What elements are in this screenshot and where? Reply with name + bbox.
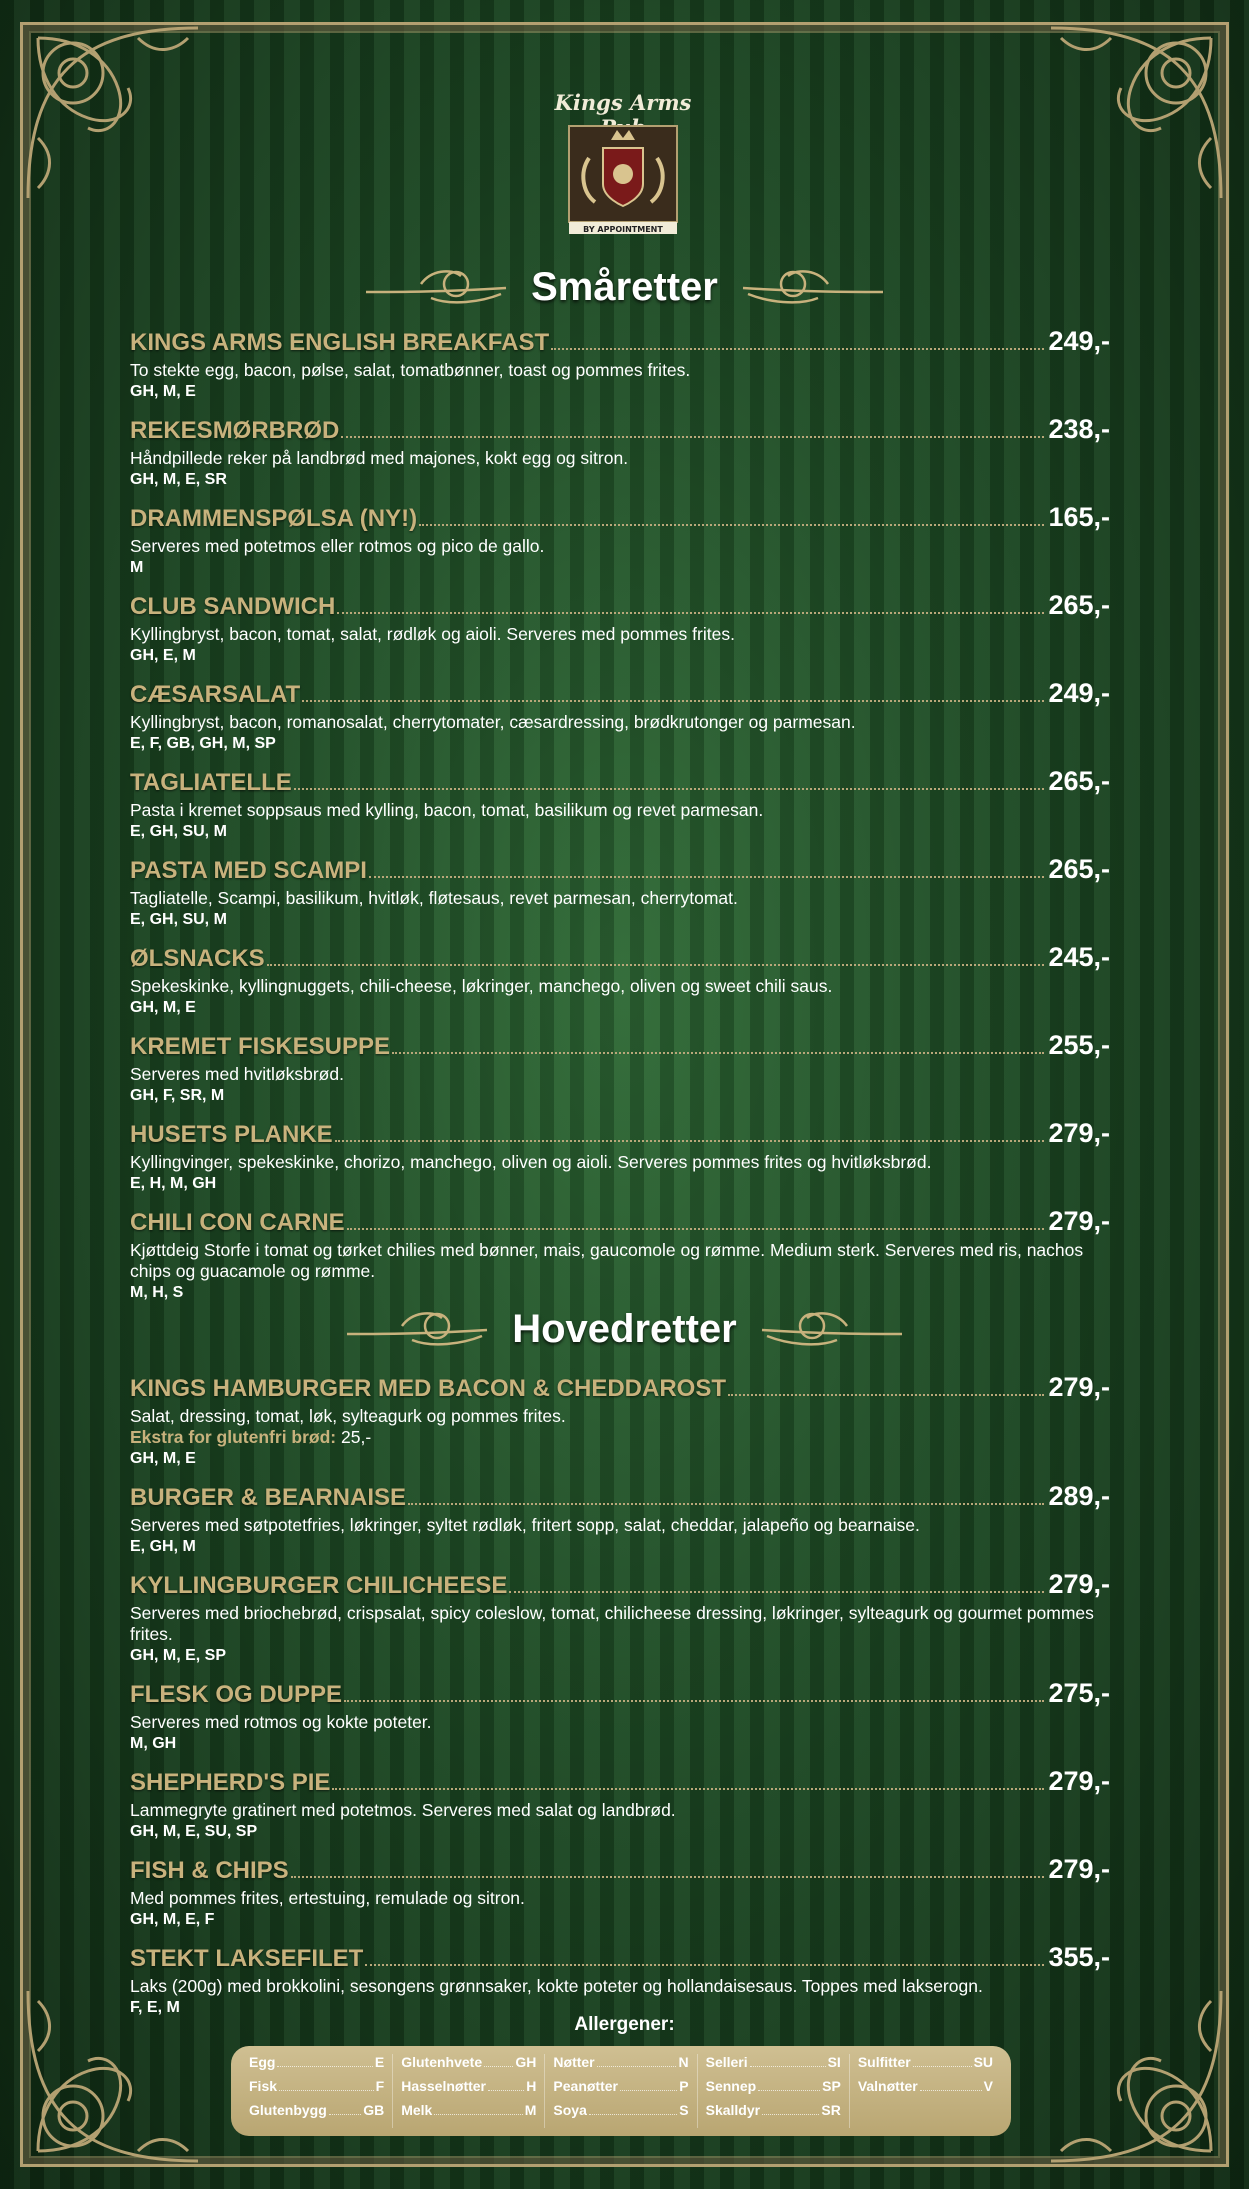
allergen-code: SI <box>827 2054 841 2070</box>
dish-name: STEKT LAKSEFILET <box>130 1945 364 1972</box>
dish-name: FISH & CHIPS <box>130 1857 289 1884</box>
allergen-row <box>553 2054 688 2078</box>
dish-allergens: M, GH <box>130 1735 177 1752</box>
allergen-row <box>706 2102 841 2126</box>
allergen-row <box>553 2102 688 2126</box>
dish-description: Serveres med søtpotetfries, løkringer, syltet rødløk, fritert sopp, salat, cheddar, jalapeño og bearnaise. <box>130 1515 920 1535</box>
allergen-legend <box>231 2046 1011 2136</box>
dish-description: Serveres med rotmos og kokte poteter. <box>130 1712 432 1732</box>
allergen-code: SR <box>821 2102 841 2118</box>
menu-item <box>130 1030 1110 1106</box>
allergen-row <box>706 2054 841 2078</box>
dot-leader <box>408 1503 1044 1505</box>
allergen-code: SU <box>973 2054 994 2070</box>
allergen-code: GB <box>363 2102 385 2118</box>
dot-leader <box>337 612 1044 614</box>
dot-leader <box>332 1788 1044 1790</box>
dish-description: Kyllingvinger, spekeskinke, chorizo, manchego, oliven og aioli. Serveres pommes frites og hvitløksbrød. <box>130 1152 932 1172</box>
flourish-left-icon <box>361 262 511 312</box>
dot-leader <box>728 1394 1044 1396</box>
menu-item-header <box>130 1481 1110 1515</box>
allergen-heading: Allergener: <box>574 2014 675 2035</box>
dish-price: 255,- <box>1048 1030 1110 1060</box>
allergen-code: E <box>374 2054 385 2070</box>
menu-section-smaretter <box>130 326 1110 1315</box>
menu-item <box>130 854 1110 930</box>
dish-description: Serveres med hvitløksbrød. <box>130 1064 344 1084</box>
dish-allergens: E, GH, SU, M <box>130 911 227 928</box>
dish-name: CÆSARSALAT <box>130 681 301 708</box>
dot-leader <box>419 524 1044 526</box>
dish-price: 279,- <box>1048 1118 1110 1148</box>
dot-leader <box>762 2114 819 2115</box>
menu-item-header <box>130 1854 1110 1888</box>
menu-item <box>130 1372 1110 1469</box>
dot-leader <box>488 2090 524 2091</box>
menu-item <box>130 1678 1110 1754</box>
flourish-left-icon <box>342 1304 492 1354</box>
menu-item <box>130 326 1110 402</box>
menu-item <box>130 1206 1110 1303</box>
allergen-code: M <box>524 2102 537 2118</box>
dot-leader <box>277 2066 372 2067</box>
dish-description: Salat, dressing, tomat, løk, sylteagurk og pommes frites. <box>130 1406 566 1426</box>
allergen-row <box>249 2054 384 2078</box>
dish-description: Pasta i kremet soppsaus med kylling, bacon, tomat, basilikum og revet parmesan. <box>130 800 764 820</box>
dish-price: 275,- <box>1048 1678 1110 1708</box>
dot-leader <box>920 2090 982 2091</box>
dot-leader <box>347 1228 1045 1230</box>
dot-leader <box>750 2066 826 2067</box>
dish-description: Spekeskinke, kyllingnuggets, chili-cheese, løkringer, manchego, oliven og sweet chili saus. <box>130 976 833 996</box>
allergen-column <box>393 2054 545 2128</box>
menu-item-header <box>130 1678 1110 1712</box>
extra-price: 25,- <box>336 1427 372 1447</box>
dish-allergens: GH, M, E, F <box>130 1911 215 1928</box>
allergen-code: H <box>526 2078 537 2094</box>
dish-name: DRAMMENSPØLSA (NY!) <box>130 505 418 532</box>
menu-item-header <box>130 1942 1110 1976</box>
allergen-row <box>553 2078 688 2102</box>
dish-price: 265,- <box>1048 854 1110 884</box>
section-heading: Hovedretter <box>512 1306 737 1351</box>
allergen-row <box>249 2078 384 2102</box>
flourish-right-icon <box>738 262 888 312</box>
dish-name: BURGER & BEARNAISE <box>130 1484 407 1511</box>
dish-description: Laks (200g) med brokkolini, sesongens grønnsaker, kokte poteter og hollandaisesaus. Toppes med lakserogn. <box>130 1976 983 1996</box>
menu-item <box>130 678 1110 754</box>
dish-description: Tagliatelle, Scampi, basilikum, hvitløk, fløtesaus, revet parmesan, cherrytomat. <box>130 888 738 908</box>
dish-allergens: M, H, S <box>130 1284 184 1301</box>
dish-name: PASTA MED SCAMPI <box>130 857 367 884</box>
dish-allergens: GH, E, M <box>130 647 196 664</box>
dot-leader <box>551 348 1044 350</box>
dish-description: Håndpillede reker på landbrød med majones, kokt egg og sitron. <box>130 448 629 468</box>
dot-leader <box>392 1052 1044 1054</box>
dot-leader <box>913 2066 972 2067</box>
dish-allergens: GH, M, E <box>130 1450 196 1467</box>
section-title-hovedretter <box>0 1304 1249 1354</box>
dish-allergens: F, E, M <box>130 1999 180 2016</box>
allergen-column <box>698 2054 850 2128</box>
dish-description: Kyllingbryst, bacon, tomat, salat, rødløk og aioli. Serveres med pommes frites. <box>130 624 735 644</box>
dot-leader <box>620 2090 677 2091</box>
dish-allergens: GH, F, SR, M <box>130 1087 225 1104</box>
dot-leader <box>291 1876 1045 1878</box>
menu-item <box>130 1481 1110 1557</box>
menu-item-header <box>130 414 1110 448</box>
allergen-name: Selleri <box>705 2054 748 2070</box>
dot-leader <box>589 2114 677 2115</box>
dish-allergens: GH, M, E <box>130 999 196 1016</box>
allergen-column <box>545 2054 697 2128</box>
menu-item <box>130 1766 1110 1842</box>
menu-item <box>130 766 1110 842</box>
allergen-code: S <box>679 2102 689 2118</box>
dot-leader <box>758 2090 820 2091</box>
allergen-name: Hasselnøtter <box>401 2078 487 2094</box>
dish-price: 279,- <box>1048 1854 1110 1884</box>
dish-price: 355,- <box>1048 1942 1110 1972</box>
dish-allergens: GH, M, E, SR <box>130 471 227 488</box>
allergen-row <box>401 2078 536 2102</box>
dot-leader <box>369 876 1045 878</box>
dish-name: KINGS HAMBURGER MED BACON & CHEDDAROST <box>130 1375 727 1402</box>
dot-leader <box>329 2114 361 2115</box>
menu-item-header <box>130 326 1110 360</box>
section-title-smaretter <box>0 262 1249 312</box>
allergen-column <box>241 2054 393 2128</box>
dot-leader <box>335 1140 1045 1142</box>
menu-item <box>130 1569 1110 1666</box>
allergen-name: Skalldyr <box>705 2102 761 2118</box>
dish-allergens: GH, M, E, SP <box>130 1647 227 1664</box>
dish-price: 279,- <box>1048 1372 1110 1402</box>
allergen-name: Egg <box>249 2054 276 2070</box>
dot-leader <box>509 1591 1044 1593</box>
dot-leader <box>344 1700 1044 1702</box>
dish-allergens: E, GH, M <box>130 1538 196 1555</box>
dish-allergens: GH, M, E <box>130 383 196 400</box>
allergen-name: Valnøtter <box>857 2078 918 2094</box>
menu-item <box>130 942 1110 1018</box>
menu-item <box>130 414 1110 490</box>
dish-description: Lammegryte gratinert med potetmos. Serveres med salat og landbrød. <box>130 1800 676 1820</box>
dish-price: 265,- <box>1048 766 1110 796</box>
dish-price: 279,- <box>1048 1206 1110 1236</box>
dish-price: 165,- <box>1048 502 1110 532</box>
pub-name: Kings Arms <box>554 90 692 115</box>
menu-item-header <box>130 1372 1110 1406</box>
dish-price: 249,- <box>1048 326 1110 356</box>
dot-leader <box>434 2114 522 2115</box>
allergen-code: N <box>678 2054 689 2070</box>
allergen-name: Nøtter <box>553 2054 595 2070</box>
menu-section-hovedretter <box>130 1372 1110 2030</box>
dot-leader <box>597 2066 677 2067</box>
dish-price: 238,- <box>1048 414 1110 444</box>
allergen-name: Peanøtter <box>553 2078 618 2094</box>
dish-name: CLUB SANDWICH <box>130 593 336 620</box>
allergen-row <box>858 2054 993 2078</box>
menu-item-header <box>130 502 1110 536</box>
menu-item-header <box>130 854 1110 888</box>
dish-price: 279,- <box>1048 1569 1110 1599</box>
dish-price: 265,- <box>1048 590 1110 620</box>
allergen-row <box>401 2102 536 2126</box>
allergen-name: Sennep <box>705 2078 757 2094</box>
flourish-right-icon <box>757 1304 907 1354</box>
allergen-code: V <box>983 2078 994 2094</box>
dish-description: Serveres med briochebrød, crispsalat, spicy coleslow, tomat, chilicheese dressing, løkringer, sylteagurk og gourmet pommes frites. <box>130 1603 1094 1644</box>
dish-name: ØLSNACKS <box>130 945 265 972</box>
allergen-row <box>249 2102 384 2126</box>
menu-item-header <box>130 1766 1110 1800</box>
dish-allergens: M <box>130 559 144 576</box>
crest-motto: BY APPOINTMENT <box>583 225 663 234</box>
dish-price: 249,- <box>1048 678 1110 708</box>
dish-description: Kyllingbryst, bacon, romanosalat, cherrytomater, cæsardressing, brødkrutonger og parmesan. <box>130 712 856 732</box>
dish-description: To stekte egg, bacon, pølse, salat, tomatbønner, toast og pommes frites. <box>130 360 691 380</box>
menu-item-header <box>130 1206 1110 1240</box>
dish-name: KINGS ARMS ENGLISH BREAKFAST <box>130 329 550 356</box>
crest-icon <box>559 118 687 236</box>
menu-item <box>130 1118 1110 1194</box>
menu-item-header <box>130 1030 1110 1064</box>
dish-name: SHEPHERD'S PIE <box>130 1769 331 1796</box>
dish-name: HUSETS PLANKE <box>130 1121 333 1148</box>
menu-item-header <box>130 1569 1110 1603</box>
allergen-row <box>858 2078 993 2102</box>
menu-item-header <box>130 1118 1110 1152</box>
menu-item <box>130 1854 1110 1930</box>
dish-allergens: E, H, M, GH <box>130 1175 217 1192</box>
dot-leader <box>484 2066 513 2067</box>
dish-allergens: E, GH, SU, M <box>130 823 227 840</box>
section-heading: Småretter <box>531 264 718 309</box>
extra-label: Ekstra for glutenfri brød: <box>130 1427 337 1447</box>
dish-description: Kjøttdeig Storfe i tomat og tørket chilies med bønner, mais, gaucomole og rømme. Medium sterk. Serveres med ris, nachos chips og guacamole og rømme. <box>130 1240 1084 1281</box>
allergen-code: SP <box>822 2078 841 2094</box>
dish-description: Serveres med potetmos eller rotmos og pico de gallo. <box>130 536 545 556</box>
dish-name: KYLLINGBURGER CHILICHEESE <box>130 1572 508 1599</box>
allergen-name: Glutenhvete <box>401 2054 483 2070</box>
dish-price: 289,- <box>1048 1481 1110 1511</box>
allergen-column <box>850 2054 1001 2128</box>
allergen-name: Glutenbygg <box>249 2102 327 2118</box>
dish-price: 245,- <box>1048 942 1110 972</box>
menu-item <box>130 1942 1110 2018</box>
dish-allergens: GH, M, E, SU, SP <box>130 1823 258 1840</box>
menu-item-header <box>130 678 1110 712</box>
dish-description: Med pommes frites, ertestuing, remulade og sitron. <box>130 1888 525 1908</box>
menu-item <box>130 502 1110 578</box>
allergen-code: P <box>679 2078 689 2094</box>
allergen-row <box>401 2054 536 2078</box>
corner-ornament <box>18 18 208 208</box>
dot-leader <box>294 788 1045 790</box>
dish-name: TAGLIATELLE <box>130 769 292 796</box>
dot-leader <box>302 700 1044 702</box>
dish-allergens: E, F, GB, GH, M, SP <box>130 735 276 752</box>
allergen-code: F <box>375 2078 385 2094</box>
dish-extra <box>130 1427 1110 1448</box>
dot-leader <box>341 436 1044 438</box>
corner-ornament <box>1041 18 1231 208</box>
allergen-name: Sulfitter <box>857 2054 911 2070</box>
menu-item-header <box>130 766 1110 800</box>
dish-name: KREMET FISKESUPPE <box>130 1033 391 1060</box>
menu-item-header <box>130 590 1110 624</box>
dot-leader <box>267 964 1045 966</box>
dot-leader <box>279 2090 374 2091</box>
dish-name: FLESK OG DUPPE <box>130 1681 343 1708</box>
allergen-name: Fisk <box>249 2078 278 2094</box>
dish-name: CHILI CON CARNE <box>130 1209 345 1236</box>
allergen-code: GH <box>515 2054 537 2070</box>
dish-price: 279,- <box>1048 1766 1110 1796</box>
menu-item <box>130 590 1110 666</box>
allergen-name: Melk <box>401 2102 433 2118</box>
allergen-name: Soya <box>553 2102 587 2118</box>
pub-logo <box>533 90 713 250</box>
dish-name: REKESMØRBRØD <box>130 417 340 444</box>
menu-item-header <box>130 942 1110 976</box>
dot-leader <box>365 1964 1044 1966</box>
allergen-row <box>706 2078 841 2102</box>
